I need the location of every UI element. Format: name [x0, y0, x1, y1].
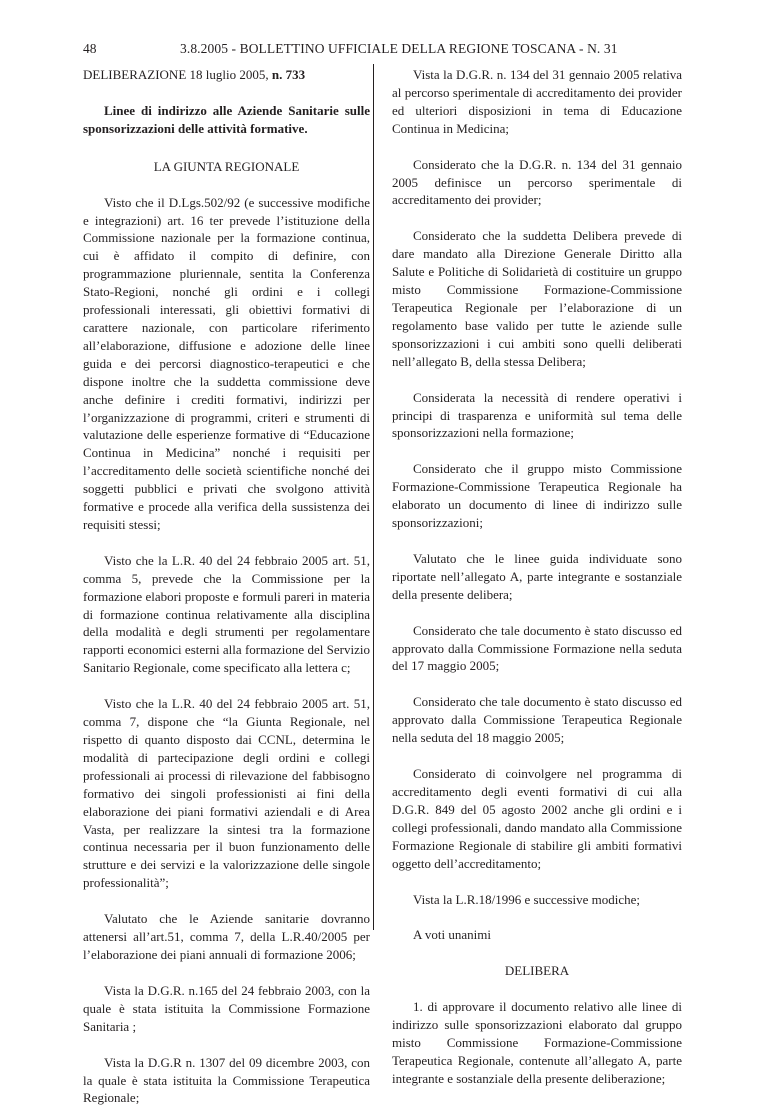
page-header [83, 41, 703, 59]
paragraph: Vista la L.R.18/1996 e successive modiche; [413, 891, 641, 907]
paragraph: 1. di approvare il documento relativo alle linee di indirizzo sulle sponsorizzazioni elaborato dal gruppo misto Commissione Formazione-Commissione Terapeutica Regionale, contenute all’allegato A, parte integrante e sostanziale della presente deliberazione; [392, 999, 682, 1086]
paragraph: Considerato che la suddetta Delibera prevede di dare mandato alla Direzione Generale Diritto alla Salute e Politiche di Solidarietà di costituire un gruppo misto Commissione Formazione-Commissione Terapeutica Regionale per l’elaborazione di un regolamento base valido per tutte le aziende sulle sponsorizzazioni i cui ambiti sono quelli deliberati nell’allegato B, della stessa Delibera; [392, 228, 682, 369]
paragraph: Visto che la L.R. 40 del 24 febbraio 2005 art. 51, comma 5, prevede che la Commissione per la formazione elabori proposte e formuli pareri in materia di formazione continua relativamente alla disciplina della modalità e degli strumenti per regolamentare rapporti economici esterni alla formazione del Servizio Sanitario Regionale, come specificato alla lettera c; [83, 552, 370, 676]
paragraph: Visto che il D.Lgs.502/92 (e successive modifiche e integrazioni) art. 16 ter prevede l’istituzione della Commissione nazionale per la formazione continua, cui è affidato il compito di definire, con programmazione pluriennale, sentita la Conferenza Stato-Regioni, nonché gli ordini e i collegi professionali interessati, gli obiettivi formativi di carattere nazionale, con particolare riferimento all’elaborazione, diffusione e adozione delle linee guida e dei percorsi diagnostico-terapeutici e che dispone inoltre che la suddetta commissione deve anche definire i crediti formativi, indirizzi per l’organizzazione di programmi, criteri e strumenti di valutazione delle esperienze formative di “Educazione Continua in Medicina” nonché i requisiti per l’accreditamento delle società scientifiche nonché dei soggetti pubblici e privati che svolgono attività formative e procede alla verifica della sussistenza dei requisiti stessi; [83, 194, 370, 532]
paragraph: Considerato che il gruppo misto Commissione Formazione-Commissione Terapeutica Regionale ha elaborato un documento di linee di indirizzo sulle sponsorizzazioni; [392, 461, 682, 531]
paragraph: Valutato che le Aziende sanitarie dovranno attenersi all’art.51, comma 7, della L.R.40/2005 per l’elaborazione dei piani annuali di formazione 2006; [83, 911, 370, 962]
deliberation-subject: Linee di indirizzo alle Aziende Sanitarie sulle sponsorizzazioni delle attività formative. [83, 102, 370, 136]
decision-heading: DELIBERA [504, 963, 570, 979]
right-column [392, 66, 682, 1088]
paragraph: Valutato che le linee guida individuate sono riportate nell’allegato A, parte integrante e sostanziale della presente delibera; [392, 550, 682, 602]
paragraph: A voti unanimi [413, 927, 491, 943]
paragraph: Vista la D.G.R. n.165 del 24 febbraio 2003, con la quale è stata istituita la Commissione Formazione Sanitaria ; [83, 982, 370, 1034]
deliberation-number: n. 733 [271, 67, 306, 82]
deliberation-date: DELIBERAZIONE 18 luglio 2005, [83, 67, 272, 82]
column-divider [373, 64, 374, 930]
paragraph: Considerato che la D.G.R. n. 134 del 31 gennaio 2005 definisce un percorso sperimentale di accreditamento dei provider; [392, 156, 682, 208]
paragraph: Vista la D.G.R. n. 134 del 31 gennaio 2005 relativa al percorso sperimentale di accreditamento dei provider ed ulteriori disposizioni in tema di Educazione Continua in Medicina; [392, 67, 682, 136]
running-title: 3.8.2005 - BOLLETTINO UFFICIALE DELLA REGIONE TOSCANA - N. 31 [180, 41, 618, 56]
paragraph: Visto che la L.R. 40 del 24 febbraio 2005 art. 51, comma 7, dispone che “la Giunta Regionale, nel rispetto di quanto disposto dai CCNL, determina le modalità di partecipazione degli ordini e collegi professionali ai processi di rilevazione del fabbisogno formativo dei singoli professionisti ai fini della elaborazione dei piani formativi aziendali e di Area Vasta, per realizzare la sintesi tra la formazione continua necessaria per il buon funzionamento delle strutture e dei servizi e la valorizzazione delle singole professionalità”; [83, 696, 370, 891]
page-number: 48 [83, 41, 97, 56]
body-heading: LA GIUNTA REGIONALE [153, 158, 300, 174]
paragraph: Considerato di coinvolgere nel programma di accreditamento degli eventi formativi di cui alla D.G.R. 849 del 05 agosto 2002 anche gli ordini e i collegi professionali, dando mandato alla Commissione Formazione Regionale di stabilire gli ambiti formativi oggetto dell’accreditamento; [392, 766, 682, 871]
paragraph: Considerato che tale documento è stato discusso ed approvato dalla Commissione Formazione nella seduta del 17 maggio 2005; [392, 622, 682, 674]
deliberation-title [83, 66, 370, 84]
paragraph: Vista la D.G.R n. 1307 del 09 dicembre 2003, con la quale è stata istituita la Commissione Terapeutica Regionale; [83, 1054, 370, 1106]
paragraph: Considerata la necessità di rendere operativi i principi di trasparenza e uniformità sul tema delle sponsorizzazioni nella formazione; [392, 389, 682, 441]
paragraph: Considerato che tale documento è stato discusso ed approvato dalla Commissione Terapeutica Regionale nella seduta del 18 maggio 2005; [392, 694, 682, 746]
left-column [83, 66, 370, 1107]
